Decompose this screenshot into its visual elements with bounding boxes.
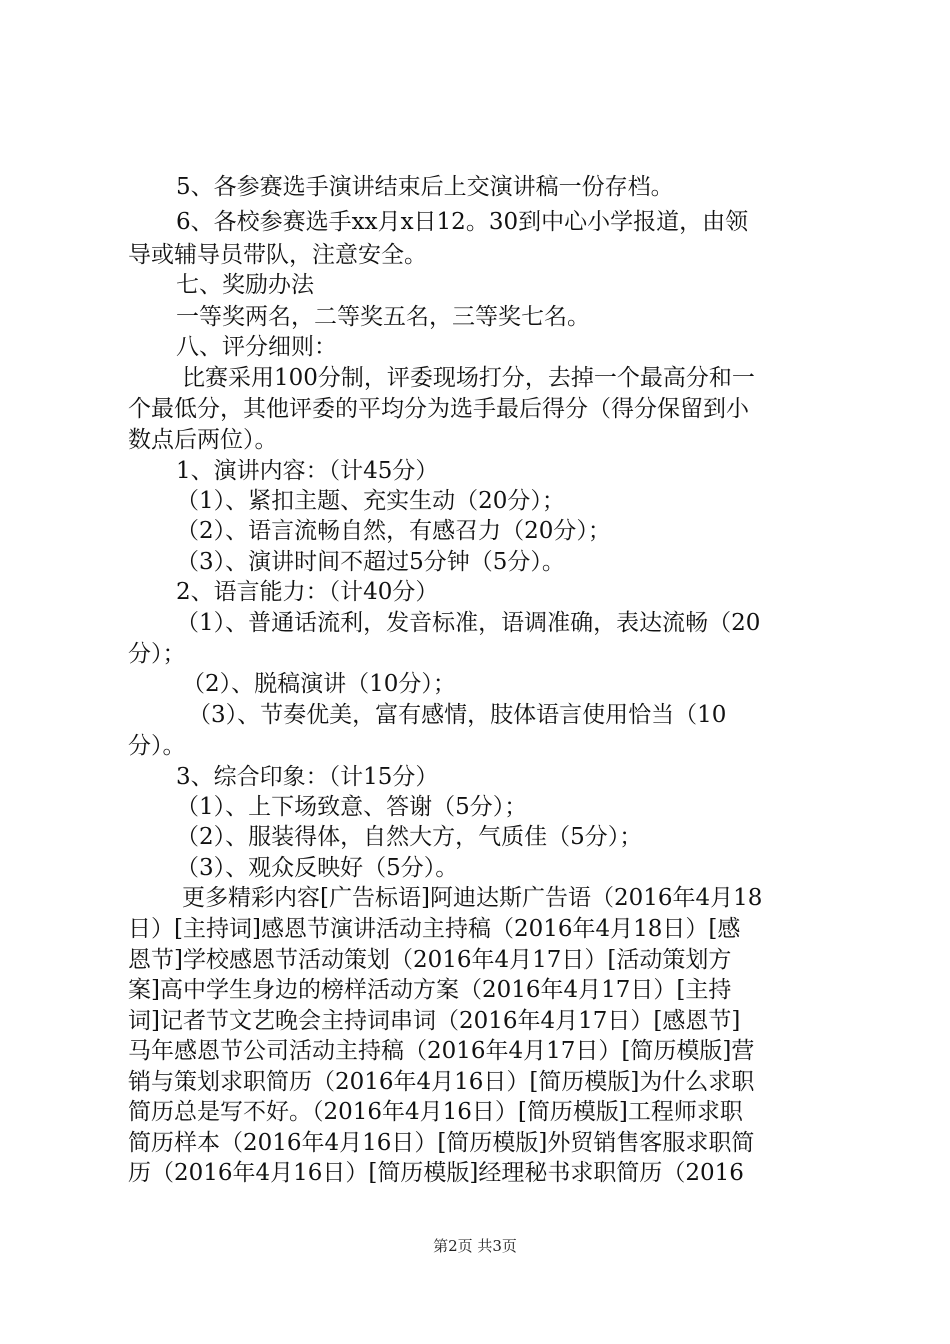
text-line: 简历样本（2016年4月16日）[简历模版]外贸销售客服求职简 [128, 1130, 755, 1156]
text-line: 历（2016年4月16日）[简历模版]经理秘书求职简历（2016 [128, 1160, 744, 1186]
text-line: 日）[主持词]感恩节演讲活动主持稿（2016年4月18日）[感 [128, 916, 741, 942]
subsection-heading: 3、综合印象：（计15分） [176, 764, 439, 790]
text-line: 马年感恩节公司活动主持稿（2016年4月17日）[简历模版]营 [128, 1038, 755, 1064]
list-item: （2）、语言流畅自然，有感召力（20分）； [176, 518, 611, 544]
text-line: 恩节]学校感恩节活动策划（2016年4月17日）[活动策划方 [128, 947, 732, 973]
text-line: 比赛采用100分制，评委现场打分，去掉一个最高分和一 [182, 365, 755, 391]
text-line: 销与策划求职简历（2016年4月16日）[简历模版]为什么求职 [128, 1069, 755, 1095]
text-line: 数点后两位）。 [128, 427, 278, 453]
list-item: （1）、紧扣主题、充实生动（20分）； [176, 488, 565, 514]
list-item: （3）、观众反映好（5分）。 [176, 855, 459, 881]
text-line: 5、各参赛选手演讲结束后上交演讲稿一份存档。 [176, 174, 674, 200]
page-number-footer: 第2页 共3页 [433, 1237, 517, 1255]
section-heading: 七、奖励办法 [176, 272, 314, 298]
subsection-heading: 2、语言能力：（计40分） [176, 579, 439, 605]
text-line: 分）。 [128, 733, 186, 759]
text-line: 案]高中学生身边的榜样活动方案（2016年4月17日）[主持 [128, 977, 732, 1003]
list-item: （3）、节奏优美，富有感情，肢体语言使用恰当（10 [188, 702, 727, 728]
text-line: 词]记者节文艺晚会主持词串词（2016年4月17日）[感恩节] [128, 1008, 741, 1034]
text-line: 更多精彩内容[广告标语]阿迪达斯广告语（2016年4月18 [182, 885, 763, 911]
text-line: 导或辅导员带队，注意安全。 [128, 242, 427, 268]
list-item: （1）、上下场致意、答谢（5分）； [176, 794, 528, 820]
section-heading: 八、评分细则： [176, 334, 337, 360]
text-line: 个最低分，其他评委的平均分为选手最后得分（得分保留到小 [128, 396, 749, 422]
list-item: （1）、普通话流利，发音标准，语调准确，表达流畅（20 [176, 610, 761, 636]
list-item: （2）、脱稿演讲（10分）； [182, 671, 456, 697]
subsection-heading: 1、演讲内容：（计45分） [176, 458, 439, 484]
text-line: 分）； [128, 641, 186, 667]
list-item: （3）、演讲时间不超过5分钟（5分）。 [176, 549, 565, 575]
text-line: 6、各校参赛选手xx月x日12。30到中心小学报道，由领 [176, 209, 749, 235]
text-line: 简历总是写不好。（2016年4月16日）[简历模版]工程师求职 [128, 1099, 743, 1125]
text-line: 一等奖两名，二等奖五名，三等奖七名。 [176, 304, 590, 330]
list-item: （2）、服装得体，自然大方，气质佳（5分）； [176, 824, 643, 850]
